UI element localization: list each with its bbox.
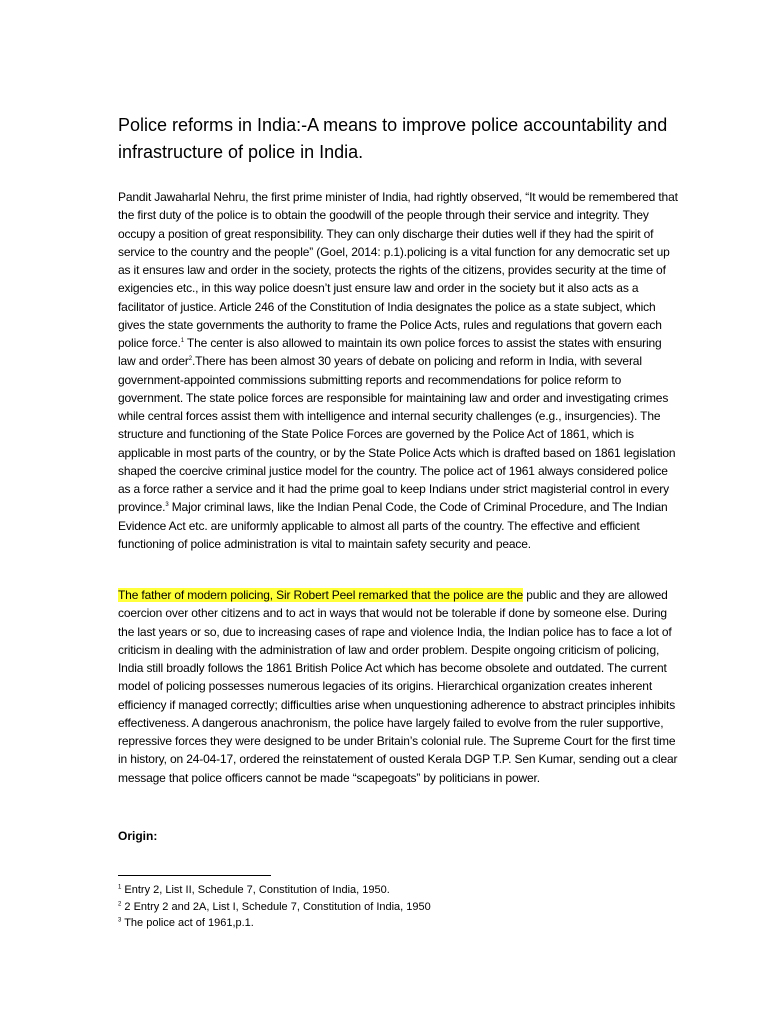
footnote-1 (118, 882, 678, 899)
footnote-3 (118, 915, 678, 932)
highlighted-text: The father of modern policing, Sir Robert Peel remarked that the police are the (118, 588, 524, 602)
footnotes-list (118, 882, 678, 932)
footnote-ref-3: 3 (165, 502, 169, 509)
paragraph-1-text-a: Pandit Jawaharlal Nehru, the first prime minister of India, had rightly observed, “It would be remembered that the first duty of the police is to obtain the goodwill of the people through their service and integrity. They occupy a position of great responsibility. They can only discharge their duties well if they had the spirit of service to the country and the people” (Goel, 2014: p.1).policing is a vital function for any democratic set up as it ensures law and order in the society, protects the rights of the citizens, provides security at the time of exigencies etc., in this way police doesn’t just ensure law and order in the society but it also acts as a facilitator of justice. Article 246 of the Constitution of India designates the police as a state subject, which gives the state governments the authority to frame the Police Acts, rules and regulations that govern each police force. (118, 190, 678, 350)
footnote-ref-2: 2 (188, 356, 192, 363)
paragraph-2 (118, 586, 681, 787)
footnote-number: 2 (118, 900, 122, 907)
document-title: Police reforms in India:-A means to improve police accountability and infrastructure of police in India. (118, 115, 668, 162)
footnote-text: Entry 2, List II, Schedule 7, Constitution of India, 1950. (121, 884, 390, 896)
footnote-text: The police act of 1961,p.1. (121, 917, 254, 929)
paragraph-1-text-b: The center is also allowed to maintain its own police forces to assist the states with ensuring law and order (118, 336, 662, 369)
footnote-text: 2 Entry 2 and 2A, List I, Schedule 7, Constitution of India, 1950 (121, 900, 431, 913)
footnote-number: 1 (118, 884, 122, 891)
paragraph-1 (118, 188, 681, 553)
paragraph-1-text-c: .There has been almost 30 years of debate on policing and reform in India, with several government-appointed commissions submitting reports and recommendations for police reform to government. The state police forces are responsible for maintaining law and order and investigating crimes while central forces assist them with intelligence and internal security challenges (e.g., insurgencies). The structure and functioning of the State Police Forces are governed by the Police Act of 1861, which is applicable in most parts of the country, or by the State Police Acts which is drafted based on 1861 legislation shaped the coercive criminal justice model for the country. The police act of 1961 always considered police as a force rather a service and it had the prime goal to keep Indians under strict magisterial control in every province. (118, 354, 676, 515)
section-heading-origin: Origin: (118, 829, 158, 843)
footnote-number: 3 (118, 917, 122, 924)
paragraph-2-text: public and they are allowed coercion over other citizens and to act in ways that would not be tolerable if done by someone else. During the last years or so, due to increasing cases of rape and violence India, the Indian police has to face a lot of criticism in dealing with the administration of law and order problem. Despite ongoing criticism of policing, India still broadly follows the 1861 British Police Act which has become obsolete and outdated. The current model of policing possesses numerous legacies of its origins. Hierarchical organization creates inherent efficiency if managed correctly; difficulties arise when unquestioning adherence to abstract principles inhibits effectiveness. A dangerous anachronism, the police have largely failed to evolve from the ruler supportive, repressive forces they were designed to be under Britain’s colonial rule. The Supreme Court for the first time in history, on 24-04-17, ordered the reinstatement of ousted Kerala DGP T.P. Sen Kumar, sending out a clear message that police officers cannot be made “scapegoats” by politicians in power. (118, 588, 678, 785)
footnote-ref-1: 1 (180, 338, 184, 344)
footnote-2 (118, 899, 678, 916)
footnote-separator (118, 875, 271, 876)
paragraph-1-text-d: Major criminal laws, like the Indian Penal Code, the Code of Criminal Procedure, and The Indian Evidence Act etc. are uniformly applicable to almost all parts of the country. The effective and efficient functioning of police administration is vital to maintain safety security and peace. (118, 500, 668, 551)
